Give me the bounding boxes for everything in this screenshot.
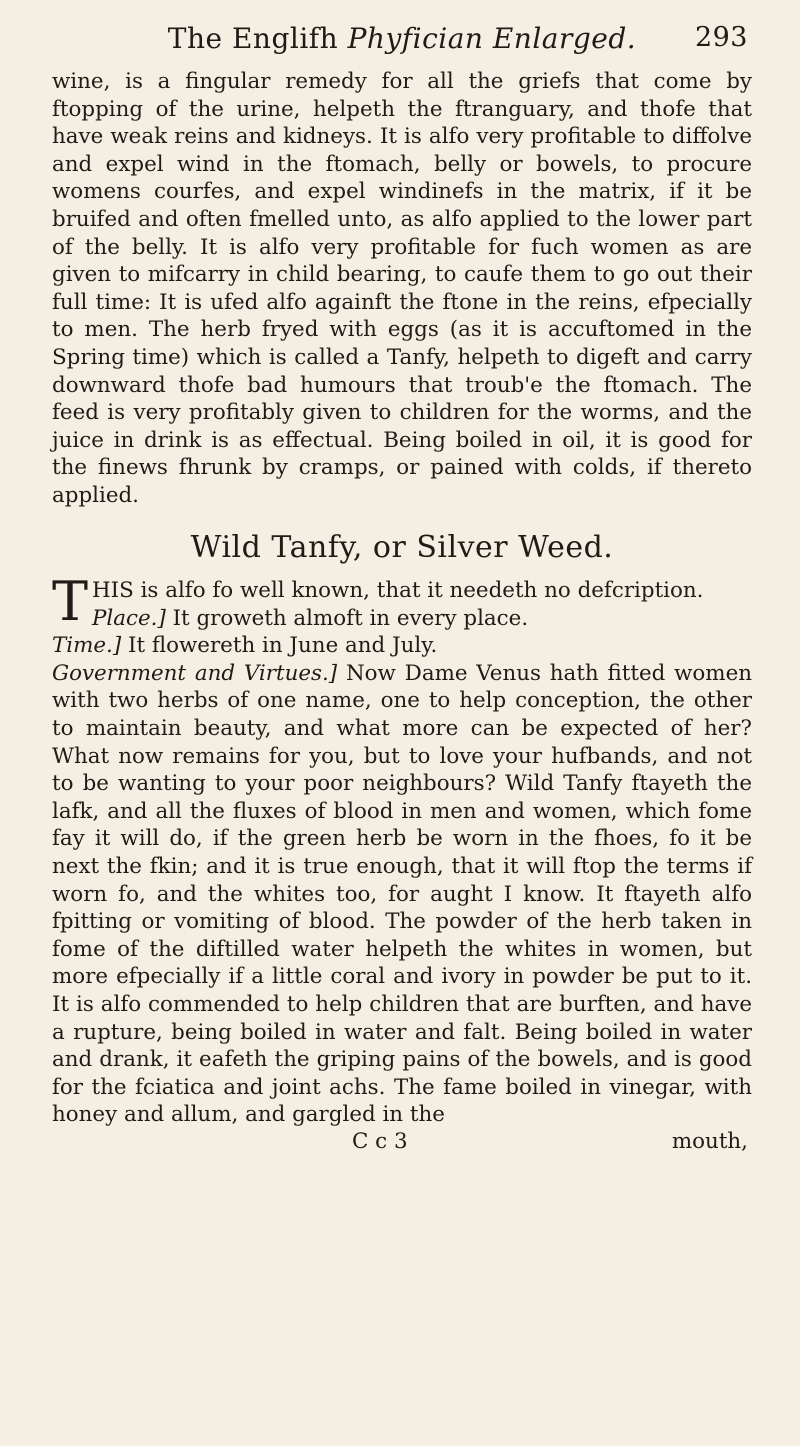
running-header (52, 22, 752, 54)
signature-mark: C c 3 (352, 1128, 408, 1154)
page-footer (52, 1129, 752, 1159)
place-text: It groweth almoft in every place. (165, 605, 529, 631)
page-number: 293 (694, 22, 748, 53)
place-paragraph (52, 605, 752, 633)
government-virtues-label: Government and Virtues.] (52, 660, 338, 686)
place-label: Place.] (92, 605, 166, 631)
running-title-italic: Phyfician Enlarged. (347, 22, 637, 55)
running-title-plain: The Englifh (167, 22, 348, 55)
government-virtues-text: Now Dame Venus hath fitted women with two herbs of one name, one to help conception, the other to maintain beauty, and what more can be expected of her? What now remains for you, but to love your hufbands, and not to be wanting to your poor neighbours? Wild Tanfy ftayeth the lafk, and all the fluxes of blood in men and women, which fome fay it will do, if the green herb be worn in the fhoes, fo it be next the fkin; and it is true enough, that it will ftop the terms if worn fo, and the whites too, for aught I know. It ftayeth alfo fpitting or vomiting of blood. The powder of the herb taken in fome of the diftilled water helpeth the whites in women, but more efpecially if a little coral and ivory in powder be put to it. It is alfo commended to help children that are burften, and have a rupture, being boiled in water and falt. Being boiled in water and drank, it eafeth the griping pains of the bowels, and is good for the fciatica and joint achs. The fame boiled in vinegar, with honey and allum, and gargled in the (52, 660, 753, 1128)
section-heading: Wild Tanfy, or Silver Weed. (190, 529, 614, 565)
tansy-continued-paragraph: wine, is a fingular remedy for all the griefs that come by ftopping of the urine, helpeth the ftranguary, and thofe that have weak reins and kidneys. It is alfo very profitable to diffolve and expel wind in the ftomach, belly or bowels, to procure womens courfes, and expel windinefs in the matrix, if it be bruifed and often fmelled unto, as alfo applied to the lower part of the belly. It is alfo very profitable for fuch women as are given to mifcarry in child bearing, to caufe them to go out their full time: It is ufed alfo againft the ftone in the reins, efpecially to men. The herb fryed with eggs (as it is accuftomed in the Spring time) which is called a Tanfy, helpeth to digeft and carry downward thofe bad humours that troub'e the ftomach. The feed is very profitably given to children for the worms, and the juice in drink is as effectual. Being boiled in oil, it is good for the finews fhrunk by cramps, or pained with colds, if thereto applied. (52, 69, 752, 508)
body-text (52, 68, 752, 1129)
time-label: Time.] (52, 633, 122, 659)
time-paragraph (52, 632, 752, 660)
running-title (168, 22, 636, 55)
government-virtues-paragraph (52, 660, 752, 1129)
drop-cap: T (52, 570, 89, 634)
intro-text: HIS is alfo fo well known, that it needeth no defcription. (92, 578, 704, 604)
catchword: mouth, (671, 1128, 748, 1154)
time-text: It flowereth in June and July. (121, 633, 438, 659)
